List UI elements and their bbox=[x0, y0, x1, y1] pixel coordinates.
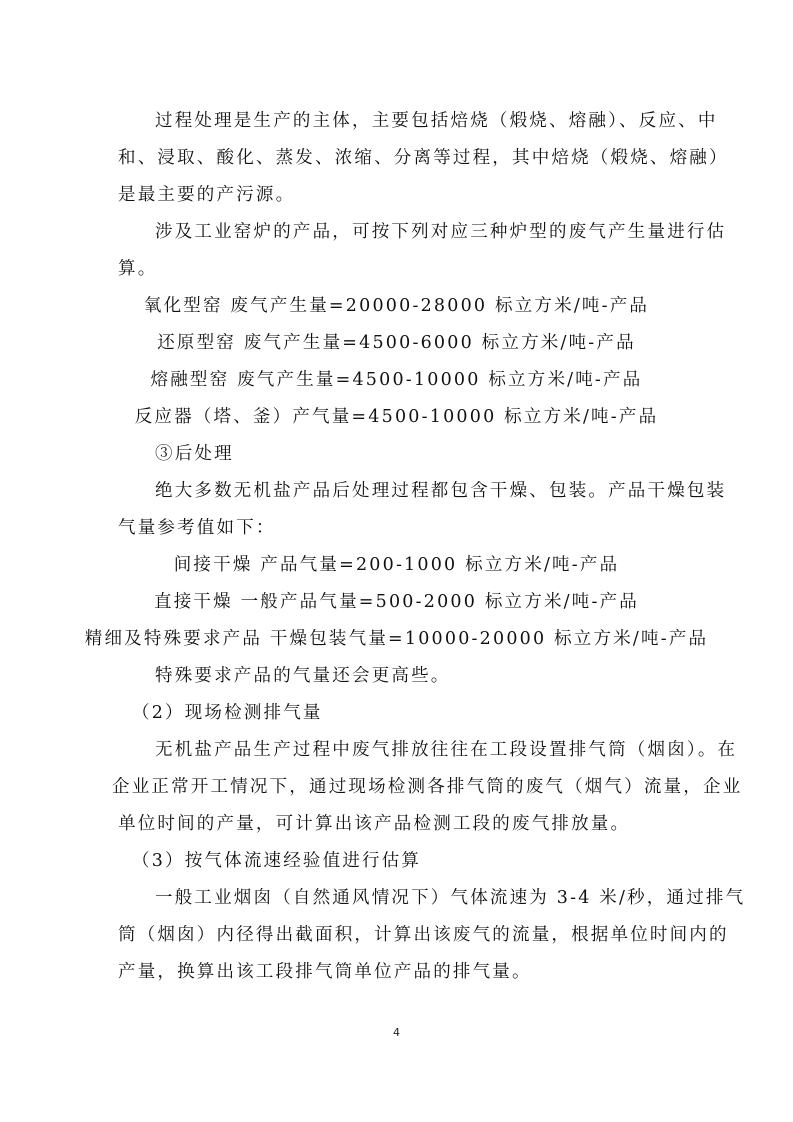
formula-line: 氧化型窑 废气产生量=20000-28000 标立方米/吨-产品 bbox=[143, 296, 650, 316]
paragraph-line: 气量参考值如下： bbox=[118, 518, 276, 538]
section-heading: （2）现场检测排气量 bbox=[132, 703, 323, 723]
paragraph-line: 筒（烟囱）内径得出截面积，计算出该废气的流量，根据单位时间内的 bbox=[118, 925, 729, 945]
formula-line: 直接干燥 一般产品气量=500-2000 标立方米/吨-产品 bbox=[154, 592, 639, 612]
paragraph-line: 产量，换算出该工段排气筒单位产品的排气量。 bbox=[118, 962, 532, 982]
page-number: 4 bbox=[393, 1026, 400, 1039]
paragraph-line: 无机盐产品生产过程中废气排放往往在工段设置排气筒（烟囱）。在 bbox=[155, 740, 738, 760]
paragraph-line: 一般工业烟囱（自然通风情况下）气体流速为 3-4 米/秒，通过排气 bbox=[155, 888, 746, 908]
formula-line: 反应器（塔、釜）产气量=4500-10000 标立方米/吨-产品 bbox=[134, 407, 659, 427]
formula-line: 还原型窑 废气产生量=4500-6000 标立方米/吨-产品 bbox=[157, 333, 636, 353]
paragraph-line: 涉及工业窑炉的产品，可按下列对应三种炉型的废气产生量进行估 bbox=[155, 222, 727, 242]
paragraph-line: 企业正常开工情况下，通过现场检测各排气筒的废气（烟气）流量，企业 bbox=[112, 777, 743, 797]
paragraph-line: 过程处理是生产的主体，主要包括焙烧（煅烧、熔融）、反应、中 bbox=[155, 111, 718, 131]
formula-line: 熔融型窑 废气产生量=4500-10000 标立方米/吨-产品 bbox=[150, 370, 643, 390]
paragraph-line: 单位时间的产量，可计算出该产品检测工段的废气排放量。 bbox=[118, 814, 631, 834]
section-heading: （3）按气体流速经验值进行估算 bbox=[132, 851, 422, 871]
paragraph-line: 是最主要的产污源。 bbox=[118, 185, 296, 205]
paragraph-line: 和、浸取、酸化、蒸发、浓缩、分离等过程，其中焙烧（煅烧、熔融） bbox=[118, 148, 729, 168]
formula-line: 精细及特殊要求产品 干燥包装气量=10000-20000 标立方米/吨-产品 bbox=[84, 629, 709, 649]
section-heading: ③后处理 bbox=[155, 444, 234, 464]
formula-line: 间接干燥 产品气量=200-1000 标立方米/吨-产品 bbox=[173, 555, 620, 575]
paragraph-line: 绝大多数无机盐产品后处理过程都包含干燥、包装。产品干燥包装 bbox=[155, 481, 727, 501]
paragraph-line: 算。 bbox=[118, 259, 158, 279]
paragraph-line: 特殊要求产品的气量还会更高些。 bbox=[155, 666, 451, 686]
